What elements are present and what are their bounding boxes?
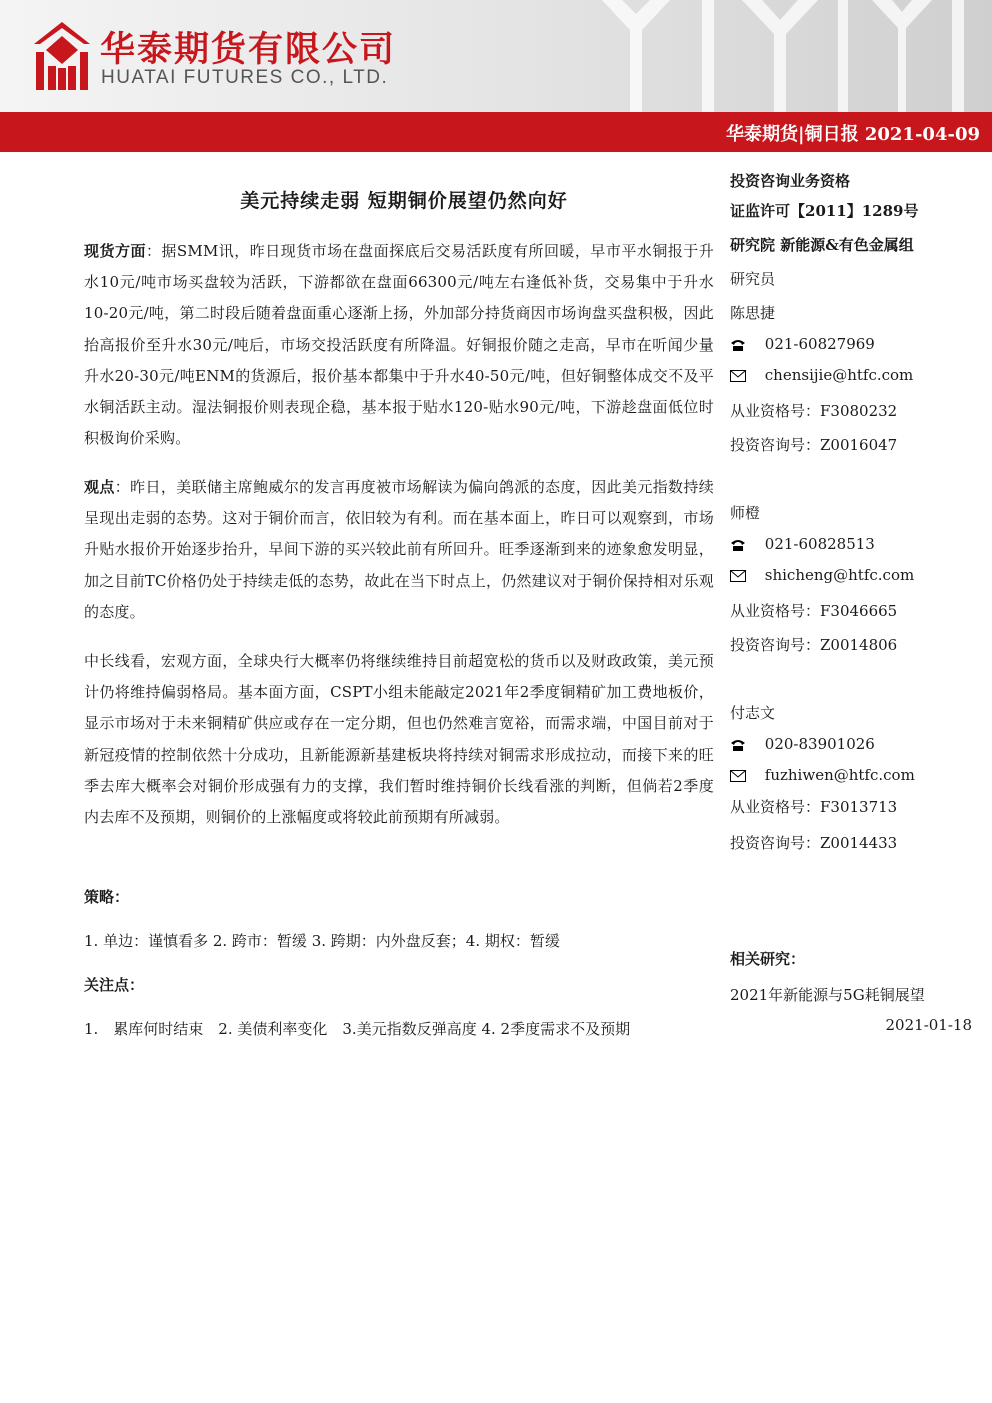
related-research-date: 2021-01-18 (885, 1016, 972, 1034)
view-paragraph (84, 472, 714, 628)
view-label: 观点 (84, 478, 115, 496)
phone-icon (730, 735, 760, 753)
analyst-phone: 021-60827969 (730, 335, 875, 353)
long-term-paragraph: 中长线看，宏观方面，全球央行大概率仍将继续维持目前超宽松的货币以及财政政策，美元预计仍将维持偏弱格局。基本面方面，CSPT小组未能敲定2021年2季度铜精矿加工费地板价，显示市场对于未来铜精矿供应或存在一定分期，但也仍然难言宽裕，而需求端，中国目前对于新冠疫情的控制依然十分成功，且新能源新基建板块将持续对铜需求形成拉动，而接下来的旺季去库大概率会对铜价形成强有力的支撑，我们暂时维持铜价长线看涨的判断，但倘若2季度内去库不及预期，则铜价的上涨幅度或将较此前预期有所减弱。 (84, 652, 714, 827)
huatai-logo-icon (34, 22, 90, 90)
license-number: 证监许可【2011】1289号 (730, 202, 919, 220)
analyst-name: 师橙 (730, 504, 761, 522)
email-icon (730, 366, 760, 384)
page-header (0, 0, 992, 112)
analyst-email[interactable]: fuzhiwen@htfc.com (730, 766, 915, 784)
email-icon (730, 766, 760, 784)
analyst-phone: 021-60828513 (730, 535, 875, 553)
email-icon (730, 566, 760, 584)
focus-heading: 关注点： (84, 976, 145, 994)
view-text: ：昨日，美联储主席鲍威尔的发言再度被市场解读为偏向鸽派的态度，因此美元指数持续呈现出走弱的态势。这对于铜价而言，依旧较为有利。而在基本面上，昨日可以观察到，市场升贴水报价开始逐步抬升，早间下游的买兴较此前有所回升。旺季逐渐到来的迹象愈发明显，加之目前TC价格仍处于持续走低的态势，故此在当下时点上，仍然建议对于铜价保持相对乐观的态度。 (84, 478, 714, 621)
analyst-consult-number: 投资咨询号：Z0014806 (730, 636, 898, 654)
analyst-email[interactable]: shicheng@htfc.com (730, 566, 914, 584)
report-title-date: 华泰期货|铜日报 2021-04-09 (726, 124, 980, 145)
department: 研究院 新能源&有色金属组 (730, 236, 914, 254)
related-research-link[interactable]: 2021年新能源与5G耗铜展望 (730, 986, 925, 1004)
analyst-license: 从业资格号：F3013713 (730, 798, 898, 816)
phone-icon (730, 335, 760, 353)
spot-label: 现货方面 (84, 242, 146, 260)
analyst-consult-number: 投资咨询号：Z0016047 (730, 436, 898, 454)
header-decoration-icon (602, 0, 992, 112)
related-research-heading: 相关研究： (730, 950, 806, 968)
article-title: 美元持续走弱 短期铜价展望仍然向好 (240, 190, 568, 212)
analyst-name: 陈思捷 (730, 304, 776, 322)
analyst-license: 从业资格号：F3080232 (730, 402, 898, 420)
company-name-cn: 华泰期货有限公司 (100, 30, 397, 70)
role-label: 研究员 (730, 270, 776, 288)
analyst-phone: 020-83901026 (730, 735, 875, 753)
report-banner (0, 112, 992, 152)
spot-market-paragraph (84, 236, 714, 454)
analyst-email[interactable]: chensijie@htfc.com (730, 366, 913, 384)
strategy-heading: 策略： (84, 888, 130, 906)
analyst-license: 从业资格号：F3046665 (730, 602, 898, 620)
focus-text: 1. 累库何时结束 2. 美债利率变化 3.美元指数反弹高度 4. 2季度需求不及预期 (84, 1020, 631, 1038)
analyst-name: 付志文 (730, 704, 776, 722)
qualification-title: 投资咨询业务资格 (730, 172, 851, 190)
phone-icon (730, 535, 760, 553)
analyst-consult-number: 投资咨询号：Z0014433 (730, 834, 898, 852)
company-name-en: HUATAI FUTURES CO., LTD. (101, 67, 389, 88)
strategy-text: 1. 单边：谨慎看多 2. 跨市：暂缓 3. 跨期：内外盘反套；4. 期权：暂缓 (84, 932, 560, 950)
spot-text: ：据SMM讯，昨日现货市场在盘面探底后交易活跃度有所回暖，早市平水铜报于升水10元/吨市场买盘较为活跃，下游都欲在盘面66300元/吨左右逢低补货，交易集中于升水10-20元/吨，第二时段后随着盘面重心逐渐上扬，外加部分持货商因市场询盘买盘积极，因此抬高报价至升水30元/吨后，市场交投活跃度有所降温。好铜报价随之走高，早市在听闻少量升水20-30元/吨ENM的货源后，报价基本都集中于升水40-50元/吨，但好铜整体成交不及平水铜活跃主动。湿法铜报价则表现企稳，基本报于贴水120-贴水90元/吨，下游趁盘面低位时积极询价采购。 (84, 242, 714, 448)
